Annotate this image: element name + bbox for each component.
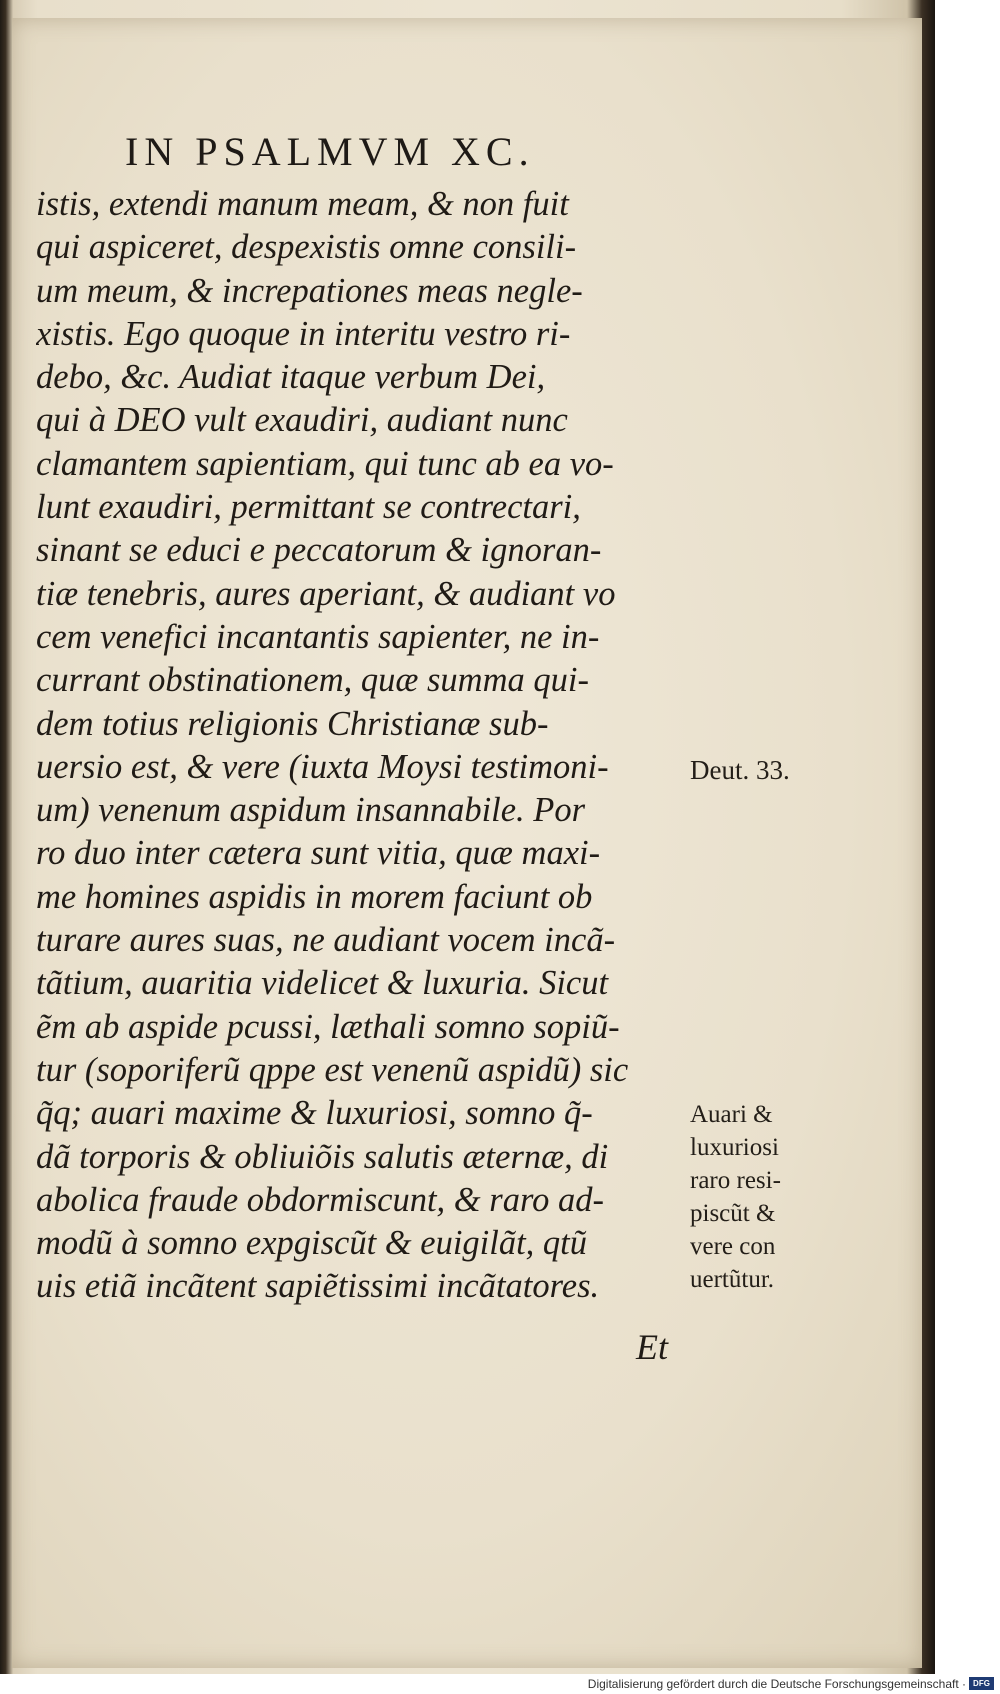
text-line: qui à DEO vult exaudiri, audiant nunc [36, 401, 568, 440]
text-line: tiæ tenebris, aures aperiant, & audiant vo [36, 574, 616, 613]
text-line: xistis. Ego quoque in interitu vestro ri- [36, 314, 571, 353]
text-line: turare aures suas, ne audiant vocem incã- [36, 921, 616, 960]
text-line: sinant se educi e peccatorum & ignoran- [36, 531, 602, 570]
text-line: lunt exaudiri, permittant se contrectari, [36, 488, 581, 527]
margin-note-line: Auari & [690, 1101, 773, 1128]
text-line: tãtium, auaritia videlicet & luxuria. Sicut [36, 964, 609, 1003]
text-line: dem totius religionis Christianæ sub- [36, 704, 549, 743]
text-line: tur (soporiferũ qppe est venenũ aspidũ) sic [36, 1050, 629, 1089]
text-line: uersio est, & vere (iuxta Moysi testimoni- [36, 747, 609, 786]
text-line: dã torporis & obliuiõis salutis æternæ, di [36, 1137, 609, 1176]
body-text [36, 183, 686, 1309]
text-line: cem venefici incantantis sapienter, ne in- [36, 617, 600, 656]
text-line: qui aspiceret, despexistis omne consili- [36, 228, 577, 267]
running-head: IN PSALMVM XC. [125, 129, 535, 174]
text-line: abolica fraude obdormiscunt, & raro ad- [36, 1180, 604, 1219]
text-line: q̃q; auari maxime & luxuriosi, somno q̃- [36, 1094, 593, 1133]
text-line: debo, &c. Audiat itaque verbum Dei, [36, 358, 546, 397]
margin-note-line: vere con [690, 1233, 776, 1260]
text-line: um meum, & increpationes meas negle- [36, 271, 583, 310]
margin-note-deut: Deut. 33. [690, 755, 790, 785]
text-line: modũ à somno expgiscũt & euigilãt, qtũ [36, 1224, 587, 1263]
margin-note-line: raro resi- [690, 1167, 781, 1194]
text-line: istis, extendi manum meam, & non fuit [36, 185, 569, 223]
text-line: um) venenum aspidum insannabile. Por [36, 791, 586, 830]
margin-note-auari [690, 1098, 781, 1296]
dfg-logo-icon: DFG [969, 1677, 994, 1690]
text-line: ẽm ab aspide pcussi, læthali somno sopiũ- [36, 1007, 620, 1046]
footer-credit: Digitalisierung gefördert durch die Deutsche Forschungsgemeinschaft · [587, 1677, 966, 1691]
margin-note-line: luxuriosi [690, 1134, 779, 1161]
text-line: currant obstinationem, quæ summa qui- [36, 661, 589, 700]
text-line: clamantem sapientiam, qui tunc ab ea vo- [36, 444, 614, 483]
margin-note-line: piscũt & [690, 1200, 776, 1227]
text-line: ro duo inter cætera sunt vitia, quæ maxi- [36, 834, 601, 873]
margin-note-line: uertũtur. [690, 1266, 775, 1293]
text-line: me homines aspidis in morem faciunt ob [36, 877, 593, 916]
text-line: uis etiã incãtent sapiẽtissimi incãtatores. [36, 1267, 600, 1306]
catchword: Et [636, 1327, 668, 1367]
